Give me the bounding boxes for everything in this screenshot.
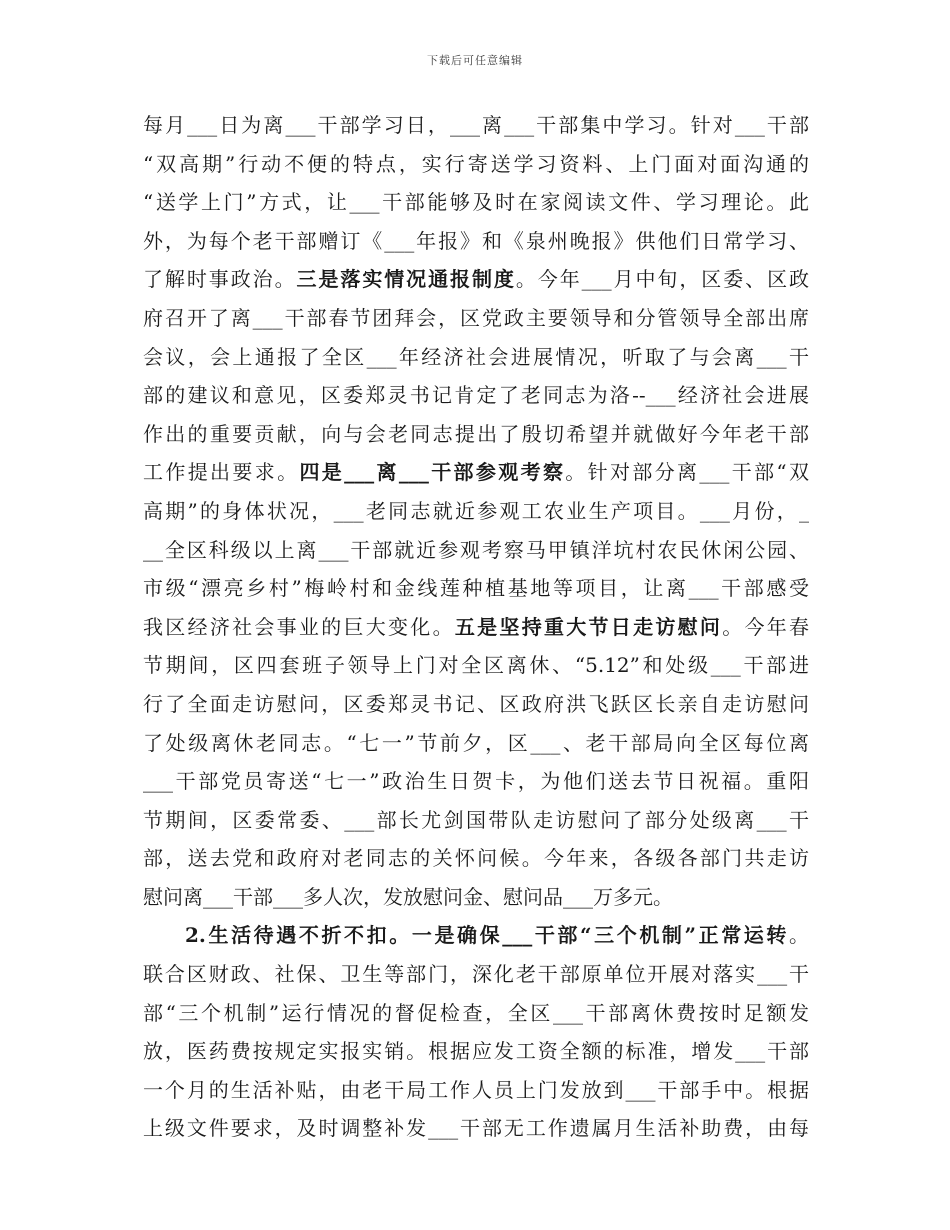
text-run: 市级“漂亮乡村”梅岭村和金线莲种植基地等项目，让离___干部感受 — [143, 576, 809, 601]
text-run: 放，医药费按规定实报实销。根据应发工资全额的标准，增发___干部 — [143, 1039, 809, 1064]
text-run: 部的建议和意见，区委郑灵书记肯定了老同志为洛--___经济社会进展 — [143, 383, 809, 408]
text-line — [143, 1071, 809, 1110]
text-run: 高期”的身体状况，___老同志就近参观工农业生产项目。___月份，_ — [143, 498, 809, 523]
text-run: 。针对部分离___干部“双 — [565, 460, 810, 485]
text-run: 了解时事政治。 — [143, 267, 297, 292]
text-line — [143, 183, 809, 222]
text-line — [143, 376, 809, 415]
text-run: 上级文件要求，及时调整补发___干部无工作遗属月生活补助费，由每 — [143, 1116, 809, 1141]
text-line — [143, 492, 809, 531]
text-run: 联合区财政、社保、卫生等部门，深化老干部原单位开展对落实___干 — [143, 962, 809, 987]
text-run: 节期间，区委常委、___部长尤剑国带队走访慰问了部分处级离___干 — [143, 807, 809, 832]
text-line — [143, 222, 809, 261]
text-line — [143, 106, 809, 145]
text-line — [143, 878, 809, 917]
bold-text-run: 五是坚持重大节日走访慰问 — [454, 614, 723, 639]
text-run: 慰问离___干部___多人次，发放慰问金、慰问品___万多元。 — [143, 884, 673, 909]
text-line — [143, 260, 809, 299]
text-line — [143, 762, 809, 801]
text-run: 节期间，区四套班子领导上门对全区离休、“5.12”和处级___干部进 — [143, 653, 809, 678]
text-line — [143, 415, 809, 454]
text-run: 一个月的生活补贴，由老干局工作人员上门发放到___干部手中。根据 — [143, 1077, 809, 1102]
text-line — [143, 453, 809, 492]
text-run: 。 — [789, 923, 809, 948]
text-run: 。今年春 — [722, 614, 810, 639]
text-run: “送学上门”方式，让___干部能够及时在家阅读文件、学习理论。此 — [143, 190, 809, 215]
text-line — [143, 569, 809, 608]
text-run: 。今年___月中旬，区委、区政 — [515, 267, 810, 292]
text-line — [143, 1109, 809, 1148]
text-run: ___干部党员寄送“七一”政治生日贺卡，为他们送去节日祝福。重阳 — [143, 769, 809, 794]
text-run: 了处级离休老同志。“七一”节前夕，区___、老干部局向全区每位离 — [143, 730, 809, 755]
text-run: 府召开了离___干部春节团拜会，区党政主要领导和分管领导全部出席 — [143, 305, 809, 330]
text-line — [143, 1032, 809, 1071]
text-run: 部“三个机制”运行情况的督促检查，全区___干部离休费按时足额发 — [143, 1000, 809, 1025]
bold-text-run: 三是落实情况通报制度 — [296, 267, 516, 292]
document-body — [143, 106, 809, 1148]
text-line — [143, 299, 809, 338]
text-line — [143, 338, 809, 377]
text-line — [143, 685, 809, 724]
text-run: 外，为每个老干部赠订《___年报》和《泉州晚报》供他们日常学习、 — [143, 228, 809, 253]
text-run: 每月___日为离___干部学习日，___离___干部集中学习。针对___干部 — [143, 113, 809, 137]
text-run: “双高期”行动不便的特点，实行寄送学习资料、上门面对面沟通的 — [143, 151, 809, 176]
text-line — [143, 994, 809, 1033]
text-run: 行了全面走访慰问，区委郑灵书记、区政府洪飞跃区长亲自走访慰问 — [143, 691, 809, 716]
text-run: 会议，会上通报了全区___年经济社会进展情况，听取了与会离___干 — [143, 344, 809, 369]
page-header: 下载后可任意编辑 — [427, 54, 523, 67]
text-line — [143, 801, 809, 840]
bold-text-run: 2.生活待遇不折不扣。一是确保___干部“三个机制”正常运转 — [185, 923, 789, 948]
text-run: __全区科级以上离___干部就近参观考察马甲镇洋坑村农民休闲公园、 — [143, 537, 809, 562]
text-line — [143, 145, 809, 184]
text-line — [143, 724, 809, 763]
text-line — [143, 646, 809, 685]
text-line — [143, 608, 809, 647]
text-line — [143, 839, 809, 878]
text-line — [143, 531, 809, 570]
text-run: 工作提出要求。 — [143, 460, 300, 485]
text-line — [143, 916, 809, 955]
text-run: 我区经济社会事业的巨大变化。 — [143, 614, 455, 639]
bold-text-run: 四是___离___干部参观考察 — [299, 460, 566, 485]
text-line — [143, 955, 809, 994]
text-run: 作出的重要贡献，向与会老同志提出了殷切希望并就做好今年老干部 — [143, 421, 809, 446]
text-run: 部，送去党和政府对老同志的关怀问候。今年来，各级各部门共走访 — [143, 846, 809, 871]
